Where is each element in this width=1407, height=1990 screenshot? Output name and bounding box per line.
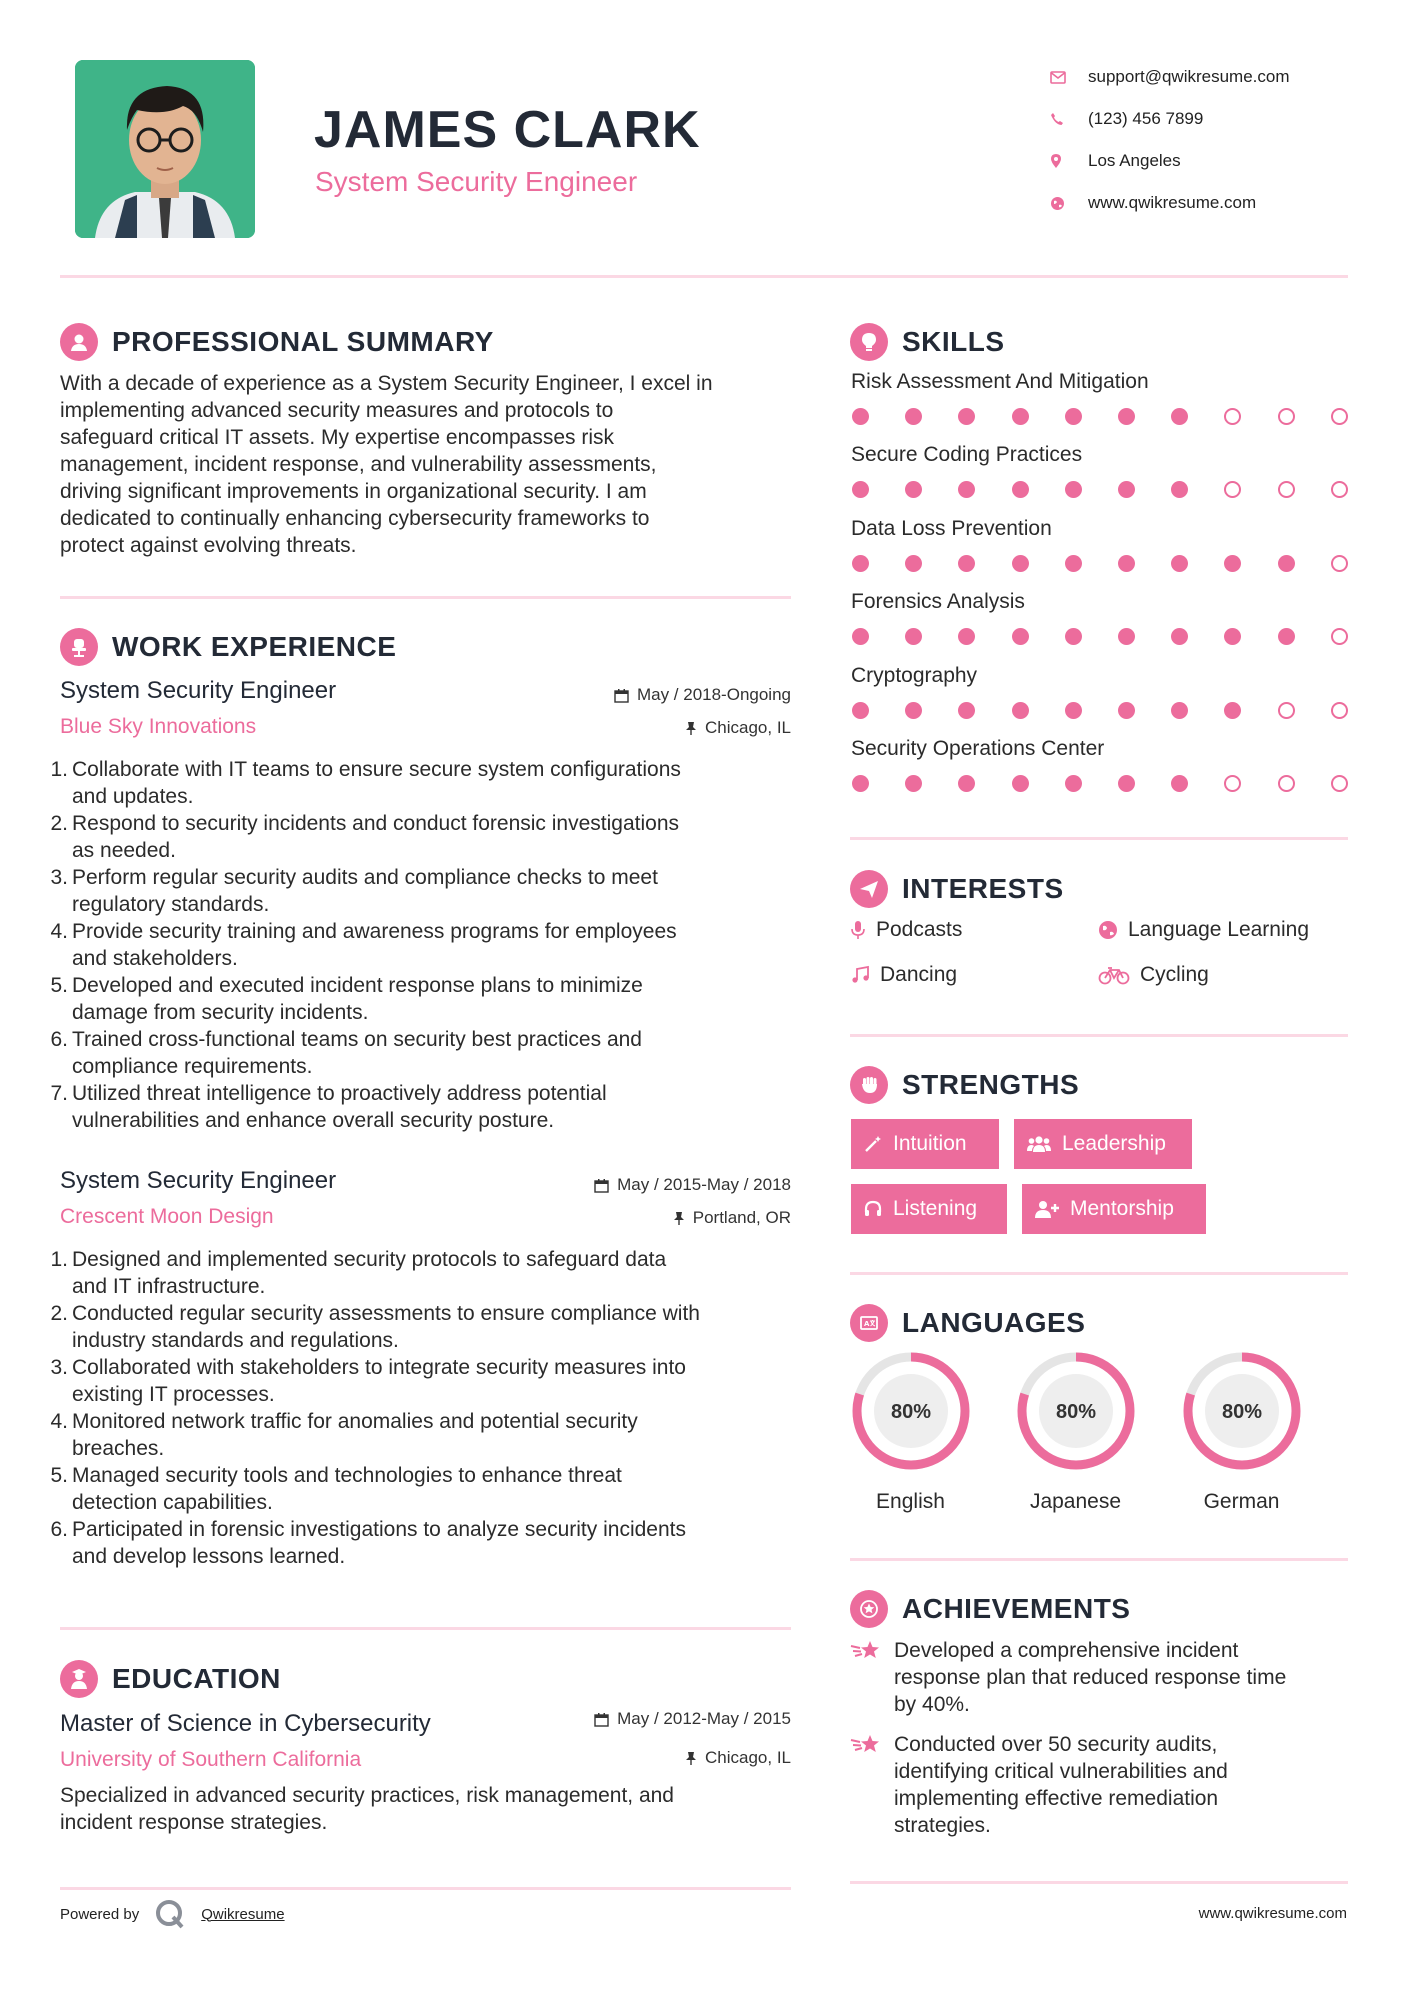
rating-dot-filled [1118,481,1135,498]
graduate-icon [60,1660,98,1698]
skill-rating [852,408,1348,425]
rating-dot-filled [958,702,975,719]
magic-wand-icon [863,1134,883,1154]
location-text: Los Angeles [1088,151,1181,170]
job-duties [50,756,800,1134]
duty-item: 6. Trained cross-functional teams on security best practices and compliance requirements. [50,1028,642,1078]
job-location [540,1208,791,1228]
achievements-heading [850,1590,1130,1628]
rating-dot-filled [958,555,975,572]
rating-dot-filled [1118,555,1135,572]
contact-list [1050,56,1290,224]
duty-item: 1. Collaborate with IT teams to ensure secure system configurations and updates. [50,758,681,808]
language-percent: 80% [890,1401,931,1423]
summary-line: driving significant improvements in organizational security. I am [60,480,647,503]
email-text: support@qwikresume.com [1088,67,1290,86]
language-icon [850,1304,888,1342]
education-date [540,1709,791,1729]
rating-dot-filled [905,702,922,719]
achievements-title: ACHIEVEMENTS [902,1593,1131,1624]
music-icon [850,965,870,985]
rating-dot-empty [1278,481,1295,498]
rating-dot-filled [852,408,869,425]
skill-rating [852,481,1348,498]
headphones-icon [863,1199,883,1219]
rating-dot-filled [1012,481,1029,498]
interest-podcasts [850,918,962,942]
language-percent: 80% [1221,1401,1262,1423]
rating-dot-filled [852,775,869,792]
rating-dot-filled [1224,702,1241,719]
rating-dot-filled [1065,702,1082,719]
strength-tag-mentorship [1022,1184,1206,1234]
rating-dot-filled [1224,628,1241,645]
skill-rating [852,628,1348,645]
rating-dot-filled [958,481,975,498]
skill-name: Data Loss Prevention [851,516,1052,540]
fist-icon [850,1066,888,1104]
rating-dot-filled [1171,555,1188,572]
summary-line: dedicated to continually enhancing cybersecurity frameworks to [60,507,650,530]
rating-dot-empty [1224,775,1241,792]
skill-name: Forensics Analysis [851,590,1025,614]
duty-item: 3. Perform regular security audits and compliance checks to meet regulatory standards. [50,866,658,916]
work-title: WORK EXPERIENCE [112,631,397,662]
rating-dot-filled [1278,628,1295,645]
duty-item: 3. Collaborated with stakeholders to integrate security measures into existing IT processes. [50,1356,686,1406]
job-location-text: Chicago, IL [705,718,791,737]
rating-dot-filled [905,775,922,792]
rating-dot-filled [1171,408,1188,425]
interest-label: Language Learning [1128,918,1310,941]
rating-dot-filled [1224,555,1241,572]
chair-icon [60,628,98,666]
shooting-star-icon [850,1637,884,1663]
rating-dot-filled [905,408,922,425]
rating-dot-filled [1012,555,1029,572]
duty-item: 5. Managed security tools and technologies to enhance threat detection capabilities. [50,1464,622,1514]
rating-dot-filled [1065,408,1082,425]
rating-dot-filled [1118,702,1135,719]
summary-line: safeguard critical IT assets. My expertise encompasses risk [60,426,614,449]
rating-dot-filled [958,775,975,792]
rating-dot-filled [852,702,869,719]
rating-dot-empty [1331,628,1348,645]
rating-dot-filled [1065,555,1082,572]
header-divider [60,275,1348,278]
achievement-item [850,1731,1348,1839]
school-name: University of Southern California [60,1748,362,1771]
company-name: Blue Sky Innovations [60,715,257,738]
globe-icon [1050,196,1088,211]
calendar-icon [614,688,629,703]
contact-location [1050,140,1290,182]
rating-dot-empty [1331,702,1348,719]
rating-dot-empty [1331,481,1348,498]
calendar-icon [594,1178,609,1193]
summary-heading [60,323,494,361]
bicycle-icon [1098,965,1130,985]
strengths-heading [850,1066,1079,1104]
language-percent: 80% [1055,1401,1096,1423]
rating-dot-filled [1012,408,1029,425]
rating-dot-empty [1278,702,1295,719]
summary-line: management, incident response, and vulnerability assessments, [60,453,657,476]
candidate-title: System Security Engineer [315,166,638,197]
strength-label: Listening [893,1197,978,1220]
rating-dot-filled [1118,408,1135,425]
phone-icon [1050,112,1088,126]
user-circle-icon [60,323,98,361]
achievement-item [850,1637,1348,1718]
phone-text: (123) 456 7899 [1088,109,1204,128]
interests-title: INTERESTS [902,873,1064,904]
rating-dot-empty [1331,775,1348,792]
strength-tag-intuition [851,1119,999,1169]
skill-name: Security Operations Center [851,737,1105,760]
job-date [540,1175,791,1195]
calendar-icon [594,1712,609,1727]
rating-dot-filled [1065,628,1082,645]
rating-dot-filled [1012,628,1029,645]
globe-icon [1098,920,1118,940]
interests-heading [850,870,1064,908]
shooting-star-icon [850,1731,884,1757]
contact-phone[interactable] [1050,98,1290,140]
rating-dot-filled [1171,702,1188,719]
paper-plane-icon [850,870,888,908]
interest-label: Cycling [1140,963,1209,986]
svg-text:A: A [864,1320,870,1328]
rating-dot-filled [905,628,922,645]
language-item [1013,1350,1138,1514]
powered-by-text: Powered by [60,1905,140,1923]
contact-website[interactable] [1050,182,1290,224]
job-date-text: May / 2018-Ongoing [636,685,791,704]
rating-dot-empty [1224,408,1241,425]
job-title: System Security Engineer [60,1167,337,1194]
skill-rating [852,555,1348,572]
achievements-divider [850,1881,1348,1884]
summary-title: PROFESSIONAL SUMMARY [112,326,494,357]
languages-divider [850,1558,1348,1561]
strength-label: Mentorship [1070,1197,1174,1220]
rating-dot-filled [852,555,869,572]
language-name: English [876,1490,945,1513]
rating-dot-filled [1278,555,1295,572]
rating-dot-filled [1118,628,1135,645]
skill-rating [852,775,1348,792]
job-title: System Security Engineer [60,677,337,704]
language-progress-ring [1015,1350,1137,1472]
map-pin-icon [1050,153,1088,169]
rating-dot-filled [958,628,975,645]
achievement-text: Developed a comprehensive incident response plan that reduced response time by 40%. [894,1639,1287,1716]
job-location [560,718,791,738]
rating-dot-filled [1065,481,1082,498]
summary-text [60,370,800,559]
strengths-title: STRENGTHS [902,1069,1080,1100]
rating-dot-filled [1012,702,1029,719]
job-date [560,685,791,705]
summary-line: With a decade of experience as a System Security Engineer, I excel in [60,372,713,395]
interest-label: Dancing [880,963,958,986]
language-name: German [1203,1490,1280,1513]
languages-heading [850,1304,1085,1342]
language-item [848,1350,973,1514]
education-line: Specialized in advanced security practices, risk management, and [60,1784,674,1807]
work-heading [60,628,396,666]
rating-dot-filled [1065,775,1082,792]
rating-dot-empty [1331,408,1348,425]
microphone-icon [850,920,866,940]
rating-dot-empty [1278,408,1295,425]
footer-website[interactable]: www.qwikresume.com [1198,1905,1347,1922]
star-badge-icon [850,1590,888,1628]
skill-name: Cryptography [851,663,978,687]
pushpin-icon [673,1211,685,1226]
language-progress-ring [850,1350,972,1472]
users-icon [1026,1134,1052,1154]
lightbulb-icon [850,323,888,361]
strength-label: Intuition [893,1132,967,1155]
brand-link[interactable]: Qwikresume [201,1905,285,1923]
languages-title: LANGUAGES [902,1307,1086,1338]
job-location-text: Portland, OR [692,1208,791,1227]
rating-dot-empty [1278,775,1295,792]
strengths-divider [850,1272,1348,1275]
rating-dot-empty [1224,481,1241,498]
interest-label: Podcasts [876,918,963,941]
interest-cycling [1098,963,1209,987]
work-divider [60,1627,791,1630]
duty-item: 5. Developed and executed incident response plans to minimize damage from security incidents. [50,974,643,1024]
envelope-icon [1050,71,1088,84]
summary-divider [60,596,791,599]
company-name: Crescent Moon Design [60,1205,274,1228]
skill-rating [852,702,1348,719]
duty-item: 4. Provide security training and awareness programs for employees and stakeholders. [50,920,677,970]
summary-line: implementing advanced security measures and protocols to [60,399,614,422]
website-text: www.qwikresume.com [1088,193,1257,212]
skill-name: Secure Coding Practices [851,443,1083,467]
rating-dot-filled [905,555,922,572]
qwikresume-logo-icon [153,1897,187,1931]
duty-item: 2. Respond to security incidents and conduct forensic investigations as needed. [50,812,680,862]
rating-dot-filled [958,408,975,425]
duty-item: 2. Conducted regular security assessments to ensure compliance with industry standards and regulations. [50,1302,700,1352]
rating-dot-filled [1012,775,1029,792]
degree-title: Master of Science in Cybersecurity [60,1710,431,1737]
interest-dancing [850,963,957,987]
strength-tag-listening [851,1184,1007,1234]
footer-powered-by [60,1897,285,1931]
rating-dot-filled [852,628,869,645]
contact-email[interactable] [1050,56,1290,98]
summary-line: protect against evolving threats. [60,534,357,557]
duty-item: 1. Designed and implemented security protocols to safeguard data and IT infrastructure. [50,1248,667,1298]
education-line: incident response strategies. [60,1811,328,1834]
education-title: EDUCATION [112,1663,281,1694]
skills-title: SKILLS [902,326,1005,357]
rating-dot-empty [1331,555,1348,572]
interest-language-learning [1098,918,1309,942]
rating-dot-filled [905,481,922,498]
education-location-text: Chicago, IL [705,1748,791,1767]
rating-dot-filled [852,481,869,498]
duty-item: 4. Monitored network traffic for anomalies and potential security breaches. [50,1410,638,1460]
language-name: Japanese [1029,1490,1122,1513]
interests-divider [850,1034,1348,1037]
duty-item: 6. Participated in forensic investigations to analyze security incidents and develop lessons learned. [50,1518,686,1568]
rating-dot-filled [1118,775,1135,792]
achievement-text: Conducted over 50 security audits, identifying critical vulnerabilities and implementing effective remediation strategies. [894,1733,1228,1837]
rating-dot-filled [1171,481,1188,498]
skills-divider [850,837,1348,840]
candidate-name: JAMES CLARK [314,101,701,159]
skills-heading [850,323,1005,361]
education-heading [60,1660,281,1698]
education-divider [60,1887,791,1890]
job-date-text: May / 2015-May / 2018 [617,1175,791,1194]
rating-dot-filled [1171,628,1188,645]
pushpin-icon [685,721,697,736]
education-date-text: May / 2012-May / 2015 [617,1709,791,1728]
language-progress-ring [1181,1350,1303,1472]
pushpin-icon [685,1751,697,1766]
language-item [1179,1350,1304,1514]
profile-photo [75,60,255,238]
job-duties [50,1246,800,1570]
strength-label: Leadership [1062,1132,1166,1155]
education-location [540,1748,791,1768]
education-description [60,1782,800,1836]
rating-dot-filled [1171,775,1188,792]
strength-tag-leadership [1014,1119,1192,1169]
skill-name: Risk Assessment And Mitigation [851,370,1149,393]
user-plus-icon [1034,1199,1060,1219]
duty-item: 7. Utilized threat intelligence to proactively address potential vulnerabilities and enhance overall security posture. [50,1082,607,1132]
